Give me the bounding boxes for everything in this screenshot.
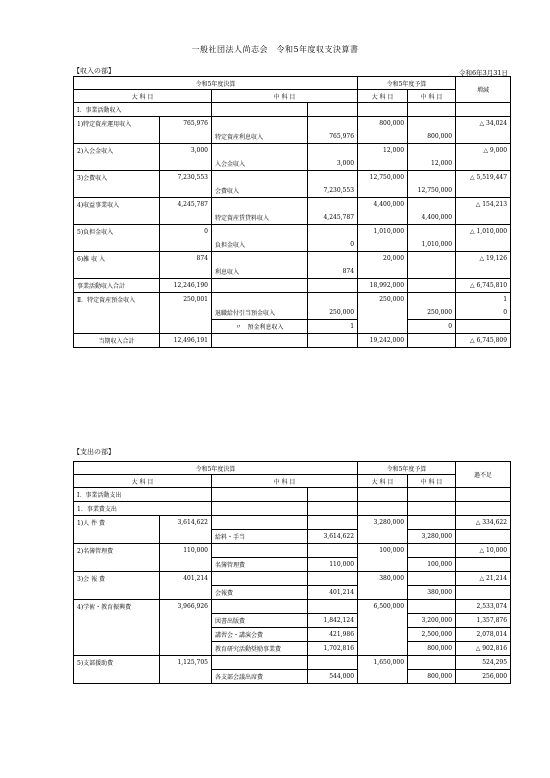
diff-value [456, 558, 511, 572]
budget-minor: 380,000 [408, 586, 456, 600]
budget-major: 800,000 [358, 117, 408, 131]
budget-major: 380,000 [358, 572, 408, 586]
major-amount [160, 211, 212, 225]
diff-value: △ 334,622 [456, 516, 511, 530]
table-cell [408, 293, 456, 307]
header-actual: 令和5年度決算 [74, 77, 358, 90]
budget-major: 1,010,000 [358, 225, 408, 239]
minor-amount: 110,000 [308, 558, 358, 572]
table-cell [358, 558, 408, 572]
budget-minor [408, 117, 456, 131]
table-cell [212, 279, 308, 293]
major-label [74, 184, 160, 198]
budget-minor [408, 198, 456, 212]
table-cell [408, 600, 456, 614]
expense-major-row [74, 544, 511, 558]
budget-minor: 0 [408, 320, 456, 334]
table-cell [408, 334, 456, 348]
table-cell [408, 572, 456, 586]
diff-value: △ 10,000 [456, 544, 511, 558]
table-cell [408, 516, 456, 530]
budget-minor: 4,400,000 [408, 211, 456, 225]
table-cell [308, 293, 358, 307]
minor-amount [308, 144, 358, 158]
major-label: 4)収益事業収入 [74, 198, 160, 212]
table-cell [308, 600, 358, 614]
major-amount [160, 184, 212, 198]
exp-section-label: Ⅰ．事業活動支出 [74, 488, 212, 502]
reserve-amount: 250,001 [160, 293, 212, 307]
minor-amount: 0 [308, 238, 358, 252]
expense-minor-row [74, 558, 511, 572]
major-label: 5)支部援助費 [74, 656, 160, 670]
budget-major: 12,750,000 [358, 171, 408, 185]
budget-major: 20,000 [358, 252, 408, 266]
table-cell [160, 558, 212, 572]
expense-major-row [74, 516, 511, 530]
major-label: 6)雑 収 入 [74, 252, 160, 266]
header-major: 大 科 目 [74, 90, 212, 103]
diff-value: 524,295 [456, 656, 511, 670]
document-date: 令和6年3月31日 [458, 69, 508, 77]
budget-minor: 3,200,000 [408, 614, 456, 628]
minor-label: 負担金収入 [212, 238, 308, 252]
table-cell [358, 530, 408, 544]
major-amount: 765,976 [160, 117, 212, 131]
minor-label: 〃 預金利息収入 [212, 320, 308, 334]
subtotal-label: 事業活動収入合計 [74, 279, 160, 293]
total-amount: 12,496,191 [160, 334, 212, 348]
diff-value [456, 157, 511, 171]
major-label: 2)入会金収入 [74, 144, 160, 158]
exp-subsection-label: 1．事業費支出 [74, 502, 212, 516]
minor-label: 会報費 [212, 586, 308, 600]
exp-header-actual: 令和5年度決算 [74, 462, 358, 475]
budget-major [358, 184, 408, 198]
table-cell [308, 334, 358, 348]
diff-value: △ 5,519,447 [456, 171, 511, 185]
header-minor: 中 科 目 [212, 90, 358, 103]
income-section-label: 【収入の部】 [73, 67, 115, 75]
budget-major [358, 265, 408, 279]
expense-minor-row [74, 670, 511, 684]
subtotal-amount: 12,246,190 [160, 279, 212, 293]
minor-amount: 7,230,553 [308, 184, 358, 198]
major-amount: 7,230,553 [160, 171, 212, 185]
income-minor-row [74, 130, 511, 144]
reserve-label: Ⅱ．特定資産預金収入 [74, 293, 160, 307]
diff-value: 0 [456, 306, 511, 320]
minor-label: 給料・手当 [212, 530, 308, 544]
table-cell [74, 628, 160, 642]
income-major-row [74, 252, 511, 266]
income-subtotal-row [74, 279, 511, 293]
minor-amount: 765,976 [308, 130, 358, 144]
minor-label: 利息収入 [212, 265, 308, 279]
diff-value [456, 130, 511, 144]
header-budget-minor: 中 科 目 [408, 90, 456, 103]
major-label [74, 265, 160, 279]
budget-major [358, 211, 408, 225]
header-budget: 令和5年度予算 [358, 77, 456, 90]
total-budget: 19,242,000 [358, 334, 408, 348]
table-cell [160, 586, 212, 600]
section-label: Ⅰ．事業活動収入 [74, 103, 212, 117]
income-major-row [74, 225, 511, 239]
diff-value: △ 21,214 [456, 572, 511, 586]
diff-value: △ 34,024 [456, 117, 511, 131]
expense-minor-row [74, 614, 511, 628]
diff-value [456, 586, 511, 600]
major-amount: 874 [160, 252, 212, 266]
major-label: 1)人 件 費 [74, 516, 160, 530]
expense-minor-row [74, 628, 511, 642]
diff-value: △ 154,213 [456, 198, 511, 212]
budget-major: 4,400,000 [358, 198, 408, 212]
major-label: 5)負担金収入 [74, 225, 160, 239]
budget-minor: 800,000 [408, 670, 456, 684]
table-cell [160, 642, 212, 656]
table-cell [308, 516, 358, 530]
table-cell [308, 572, 358, 586]
major-label [74, 130, 160, 144]
table-cell [74, 306, 160, 320]
table-cell [408, 544, 456, 558]
table-cell [160, 320, 212, 334]
diff-value: △ 9,000 [456, 144, 511, 158]
major-amount [160, 265, 212, 279]
budget-minor [408, 265, 456, 279]
minor-amount: 874 [308, 265, 358, 279]
minor-amount: 1,842,124 [308, 614, 358, 628]
budget-major [358, 130, 408, 144]
diff-value [456, 265, 511, 279]
minor-amount: 250,000 [308, 306, 358, 320]
reserve-budget: 250,000 [358, 293, 408, 307]
table-cell [358, 628, 408, 642]
major-amount: 3,000 [160, 144, 212, 158]
budget-minor [408, 252, 456, 266]
diff-value [456, 530, 511, 544]
major-amount [160, 238, 212, 252]
minor-amount: 544,000 [308, 670, 358, 684]
exp-header-minor: 中 科 目 [212, 475, 358, 488]
income-minor-row [74, 211, 511, 225]
expense-section-label: 【支出の部】 [73, 448, 115, 456]
income-minor-row [74, 238, 511, 252]
diff-value [456, 184, 511, 198]
minor-label: 教育研究活動奨励事業費 [212, 642, 308, 656]
minor-amount: 1,702,816 [308, 642, 358, 656]
minor-label [212, 144, 308, 158]
diff-value: 1,357,876 [456, 614, 511, 628]
exp-header-diff: 過不足 [456, 462, 511, 488]
exp-header-budget: 令和5年度予算 [358, 462, 456, 475]
income-major-row [74, 198, 511, 212]
table-cell [358, 586, 408, 600]
subtotal-budget: 18,992,000 [358, 279, 408, 293]
expense-major-row [74, 656, 511, 670]
table-cell [74, 320, 160, 334]
minor-amount: 401,214 [308, 586, 358, 600]
major-label: 4)学術・教育振興費 [74, 600, 160, 614]
expense-major-row [74, 600, 511, 614]
table-cell [212, 293, 308, 307]
table-cell [358, 614, 408, 628]
income-minor-row [74, 184, 511, 198]
major-amount [160, 157, 212, 171]
minor-amount: 3,614,622 [308, 530, 358, 544]
table-cell [160, 670, 212, 684]
budget-minor [408, 225, 456, 239]
income-reserve-sub-row [74, 306, 511, 320]
major-label [74, 211, 160, 225]
minor-label: 講習会・講演会費 [212, 628, 308, 642]
income-major-row [74, 117, 511, 131]
income-minor-row [74, 265, 511, 279]
table-cell [74, 614, 160, 628]
table-cell [160, 306, 212, 320]
budget-minor: 250,000 [408, 306, 456, 320]
table-cell [212, 656, 308, 670]
minor-label [212, 171, 308, 185]
budget-minor: 1,010,000 [408, 238, 456, 252]
diff-value: △ 19,126 [456, 252, 511, 266]
budget-major: 6,500,000 [358, 600, 408, 614]
diff-value: 2,533,074 [456, 600, 511, 614]
budget-major: 3,280,000 [358, 516, 408, 530]
major-label [74, 157, 160, 171]
minor-label: 会費収入 [212, 184, 308, 198]
diff-value [456, 238, 511, 252]
total-label: 当期収入合計 [74, 334, 160, 348]
table-cell [212, 516, 308, 530]
exp-header-budget-major: 大 科 目 [358, 475, 408, 488]
table-cell [358, 670, 408, 684]
major-amount: 4,245,787 [160, 198, 212, 212]
budget-minor: 800,000 [408, 130, 456, 144]
budget-minor: 12,000 [408, 157, 456, 171]
table-cell [308, 656, 358, 670]
table-cell [212, 572, 308, 586]
document-title: 一般社団法人尚志会 令和5年度収支決算書 [191, 45, 359, 54]
income-table [73, 76, 511, 348]
subtotal-diff: △ 6,745,810 [456, 279, 511, 293]
major-label [74, 238, 160, 252]
diff-value: 2,078,014 [456, 628, 511, 642]
minor-label: 図書出版費 [212, 614, 308, 628]
expense-minor-row [74, 586, 511, 600]
minor-amount [308, 171, 358, 185]
diff-value: △ 1,010,000 [456, 225, 511, 239]
diff-value [456, 211, 511, 225]
minor-amount [308, 198, 358, 212]
table-cell [308, 279, 358, 293]
total-diff: △ 6,745,809 [456, 334, 511, 348]
diff-value: 256,000 [456, 670, 511, 684]
income-major-row [74, 144, 511, 158]
minor-label [212, 225, 308, 239]
major-label: 1)特定資産運用収入 [74, 117, 160, 131]
major-amount: 3,614,622 [160, 516, 212, 530]
income-reserve-row [74, 293, 511, 307]
table-cell [358, 320, 408, 334]
budget-major: 1,650,000 [358, 656, 408, 670]
minor-label: 入会金収入 [212, 157, 308, 171]
budget-major: 12,000 [358, 144, 408, 158]
minor-label: 特定資産賃貸料収入 [212, 211, 308, 225]
minor-label [212, 117, 308, 131]
diff-value: △ 902,816 [456, 642, 511, 656]
expense-minor-row [74, 642, 511, 656]
minor-amount: 4,245,787 [308, 211, 358, 225]
budget-minor: 100,000 [408, 558, 456, 572]
table-cell [160, 614, 212, 628]
table-cell [74, 530, 160, 544]
table-cell [358, 306, 408, 320]
exp-header-budget-minor: 中 科 目 [408, 475, 456, 488]
budget-major: 100,000 [358, 544, 408, 558]
budget-major [358, 157, 408, 171]
major-label: 3)会費収入 [74, 171, 160, 185]
income-reserve-sub-row [74, 320, 511, 334]
major-amount: 401,214 [160, 572, 212, 586]
minor-label [212, 252, 308, 266]
table-cell [74, 586, 160, 600]
major-amount [160, 130, 212, 144]
major-amount: 110,000 [160, 544, 212, 558]
major-amount: 1,125,705 [160, 656, 212, 670]
exp-header-major: 大 科 目 [74, 475, 212, 488]
table-cell [74, 558, 160, 572]
income-minor-row [74, 157, 511, 171]
minor-label: 名簿管理費 [212, 558, 308, 572]
income-major-row [74, 171, 511, 185]
table-cell [358, 642, 408, 656]
table-cell [408, 656, 456, 670]
table-cell [160, 530, 212, 544]
reserve-diff: 1 [456, 293, 511, 307]
budget-major [358, 238, 408, 252]
table-cell [212, 334, 308, 348]
table-cell [74, 642, 160, 656]
minor-label: 退職給付引当預金収入 [212, 306, 308, 320]
table-cell [74, 670, 160, 684]
major-amount: 0 [160, 225, 212, 239]
expense-major-row [74, 572, 511, 586]
minor-amount: 1 [308, 320, 358, 334]
budget-minor [408, 171, 456, 185]
table-cell [408, 279, 456, 293]
major-label: 2)名簿管理費 [74, 544, 160, 558]
major-amount: 3,966,926 [160, 600, 212, 614]
table-cell [160, 628, 212, 642]
header-diff: 増減 [456, 77, 511, 103]
major-label: 3)会 報 費 [74, 572, 160, 586]
table-cell [212, 600, 308, 614]
budget-minor: 3,280,000 [408, 530, 456, 544]
header-budget-major: 大 科 目 [358, 90, 408, 103]
budget-minor: 2,500,000 [408, 628, 456, 642]
minor-label: 特定資産利息収入 [212, 130, 308, 144]
table-cell [212, 544, 308, 558]
budget-minor: 12,750,000 [408, 184, 456, 198]
minor-amount [308, 117, 358, 131]
expense-minor-row [74, 530, 511, 544]
expense-table [73, 461, 511, 684]
minor-amount [308, 225, 358, 239]
budget-minor: 800,000 [408, 642, 456, 656]
minor-amount: 421,986 [308, 628, 358, 642]
table-cell [456, 320, 511, 334]
income-total-row [74, 334, 511, 348]
minor-label [212, 198, 308, 212]
budget-minor [408, 144, 456, 158]
minor-amount [308, 252, 358, 266]
minor-amount: 3,000 [308, 157, 358, 171]
minor-label: 各支部会議出席費 [212, 670, 308, 684]
table-cell [308, 544, 358, 558]
